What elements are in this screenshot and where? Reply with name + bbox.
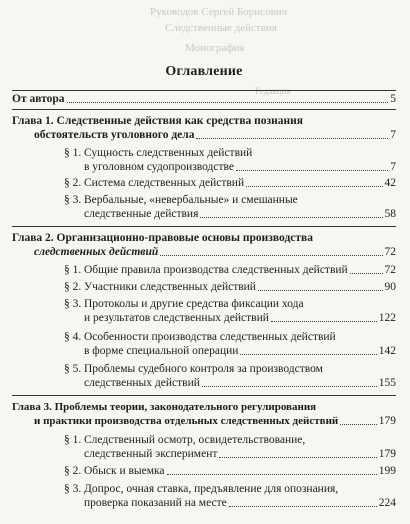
- page-number: 58: [384, 208, 396, 220]
- chapter-title-line: Глава 3. Проблемы теории, законодательного регулирования: [12, 401, 317, 413]
- chapter-title-line: и практики производства отдельных следственных действий: [34, 415, 339, 427]
- page-number: 7: [390, 161, 396, 173]
- divider: [12, 109, 396, 110]
- leader-dots: [246, 186, 382, 187]
- divider: [12, 395, 396, 396]
- bleed-through-text: [0, 0, 410, 100]
- bleed-line: Следственные действия: [165, 22, 277, 34]
- section-title-line: Сущность следственных действий: [84, 147, 253, 159]
- leader-dots: [350, 273, 383, 274]
- chapter-title-line: следственных действий: [34, 246, 159, 258]
- section-number: § 4.: [64, 331, 82, 343]
- section-number: § 1.: [64, 434, 82, 446]
- leader-dots: [200, 217, 382, 218]
- leader-dots: [229, 506, 377, 507]
- bleed-line: Монография: [185, 42, 245, 54]
- toc-entry-ch1-sec3[interactable]: [84, 207, 396, 221]
- toc-entry-chapter-2[interactable]: [34, 245, 396, 259]
- toc-entry-ch2-sec4[interactable]: [84, 344, 396, 358]
- section-title-line: и результатов следственных действий: [84, 312, 269, 324]
- page-number: 72: [384, 264, 396, 276]
- section-title-line: проверка показаний на месте: [84, 497, 227, 509]
- divider: [12, 90, 396, 91]
- page-number: 179: [378, 415, 396, 427]
- page-number: 90: [384, 281, 396, 293]
- toc-entry-ch2-sec3[interactable]: [84, 311, 396, 325]
- section-title-line: Проблемы судебного контроля за производством: [84, 363, 323, 375]
- section-title-line: Общие правила производства следственных действий: [84, 264, 348, 276]
- page-number: 179: [378, 448, 396, 460]
- leader-dots: [196, 138, 388, 139]
- toc-entry-author[interactable]: [12, 92, 396, 106]
- toc-entry-chapter-1[interactable]: [34, 128, 396, 142]
- page-number: 7: [390, 129, 396, 141]
- entry-title: От автора: [12, 93, 65, 105]
- section-title-line: Допрос, очная ставка, предъявление для опознания,: [84, 483, 339, 495]
- chapter-title-line: Глава 2. Организационно-правовые основы производства: [12, 232, 313, 244]
- section-title-line: следственные действия: [84, 208, 199, 220]
- section-title-line: в уголовном судопроизводстве: [84, 161, 234, 173]
- section-title-line: в форме специальной операции: [84, 345, 239, 357]
- section-number: § 3.: [64, 483, 82, 495]
- page-number: 72: [384, 246, 396, 258]
- toc-entry-chapter-3[interactable]: [34, 414, 396, 428]
- section-number: § 2.: [64, 177, 82, 189]
- section-title-line: Протоколы и другие средства фиксации хода: [84, 298, 304, 310]
- section-title-line: Участники следственных действий: [84, 281, 256, 293]
- toc-entry-ch3-sec1[interactable]: [84, 447, 396, 461]
- section-number: § 2.: [64, 281, 82, 293]
- toc-entry-ch3-sec2[interactable]: [84, 464, 396, 478]
- page-number: 224: [378, 497, 396, 509]
- chapter-title-line: Глава 1. Следственные действия как средства познания: [12, 115, 304, 127]
- section-title-line: следственных действий: [84, 377, 200, 389]
- chapter-title-line: обстоятельств уголовного дела: [34, 129, 195, 141]
- section-number: § 1.: [64, 264, 82, 276]
- section-number: § 3.: [64, 194, 82, 206]
- leader-dots: [67, 102, 389, 103]
- bleed-line: Руководов Сергей Борисович: [150, 6, 288, 18]
- leader-dots: [167, 474, 377, 475]
- leader-dots: [219, 457, 376, 458]
- leader-dots: [340, 424, 377, 425]
- leader-dots: [236, 170, 388, 171]
- section-number: § 5.: [64, 363, 82, 375]
- section-number: § 1.: [64, 147, 82, 159]
- page-number: 199: [378, 465, 396, 477]
- section-title-line: Следственный осмотр, освидетельствование,: [84, 434, 306, 446]
- page-number: 122: [378, 312, 396, 324]
- page-number: 5: [390, 93, 396, 105]
- leader-dots: [202, 386, 377, 387]
- toc-title: Оглавление: [165, 64, 243, 79]
- leader-dots: [160, 255, 382, 256]
- toc-entry-ch1-sec2[interactable]: [84, 176, 396, 190]
- toc-entry-ch3-sec3[interactable]: [84, 496, 396, 510]
- bleed-line: Редакция: [255, 86, 291, 96]
- toc-entry-ch1-sec1[interactable]: [84, 160, 396, 174]
- toc-entry-ch2-sec2[interactable]: [84, 280, 396, 294]
- section-number: § 2.: [64, 465, 82, 477]
- section-number: § 3.: [64, 298, 82, 310]
- page-number: 42: [384, 177, 396, 189]
- page-number: 142: [378, 345, 396, 357]
- section-title-line: Система следственных действий: [84, 177, 245, 189]
- section-title-line: Обыск и выемка: [84, 465, 165, 477]
- section-title-line: Особенности производства следственных действий: [84, 331, 336, 343]
- divider: [12, 226, 396, 227]
- section-title-line: следственный эксперимент: [84, 448, 218, 460]
- leader-dots: [271, 321, 377, 322]
- leader-dots: [258, 290, 383, 291]
- section-title-line: Вербальные, «невербальные» и смешанные: [84, 194, 298, 206]
- toc-entry-ch2-sec1[interactable]: [84, 263, 396, 277]
- toc-entry-ch2-sec5[interactable]: [84, 376, 396, 390]
- leader-dots: [240, 354, 376, 355]
- page-number: 155: [378, 377, 396, 389]
